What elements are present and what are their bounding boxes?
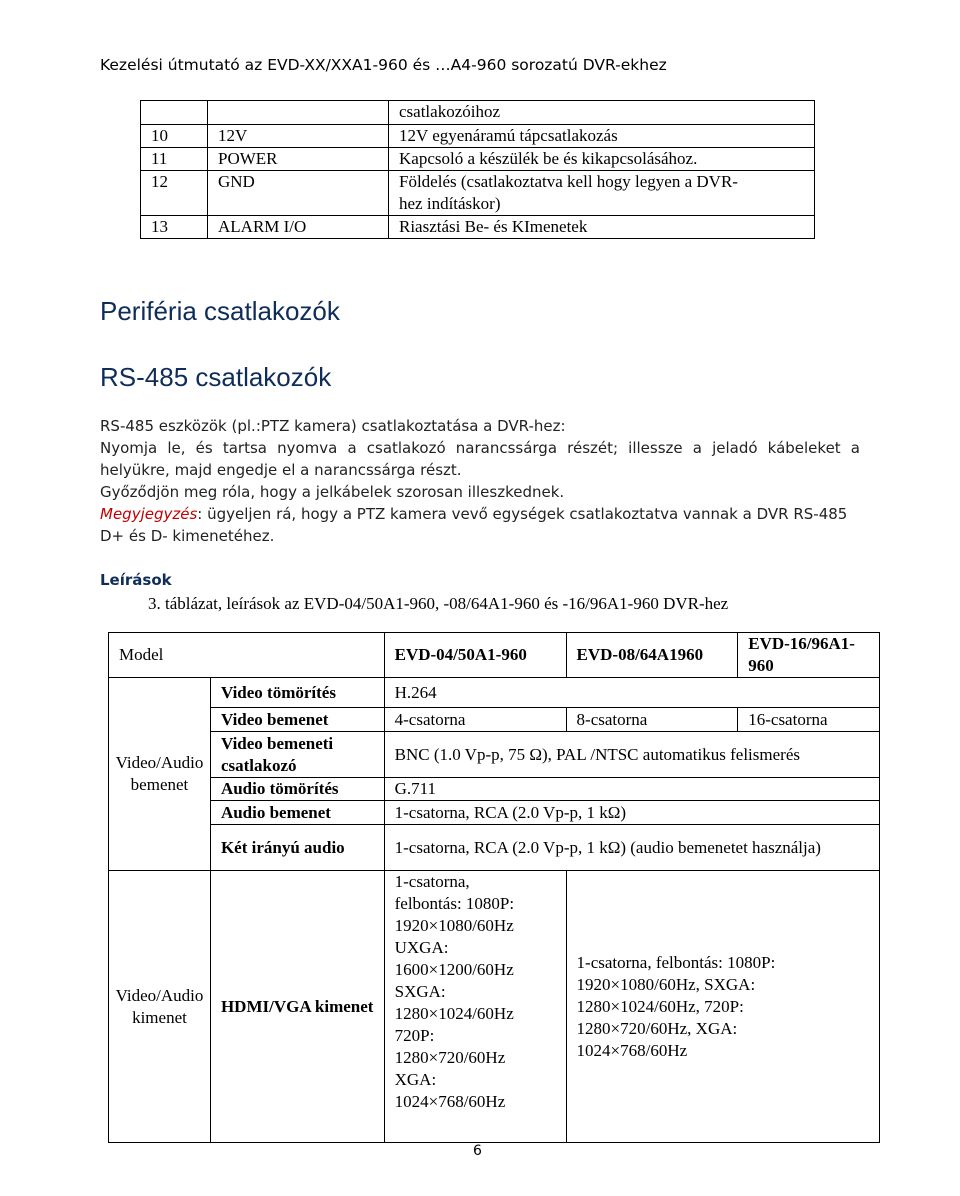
table-row (109, 801, 880, 825)
table-row (109, 678, 880, 708)
rs485-step2: Győződjön meg róla, hogy a jelkábelek szorosan illeszkednek. (100, 483, 565, 501)
row-desc: Földelés (csatlakoztatva kell hogy legyen a DVR-hez indításkor) (389, 171, 815, 216)
video-input-value-3: 16-csatorna (738, 708, 880, 732)
row-number: 10 (141, 125, 208, 148)
page-number: 6 (473, 1143, 482, 1159)
row-desc: Riasztási Be- és KImenetek (389, 216, 815, 239)
note-text: : ügyeljen rá, hogy a PTZ kamera vevő egységek csatlakoztatva vannak a DVR RS-485 D+ és D- kimenetéhez. (100, 505, 848, 545)
group-av-input: Video/Audio bemenet (109, 678, 211, 871)
row-number (141, 101, 208, 125)
table-row (141, 125, 815, 148)
video-input-connector-label: Video bemeneti csatlakozó (210, 732, 384, 778)
row-name: GND (208, 171, 389, 216)
model-col-3: EVD-16/96A1-960 (738, 633, 880, 678)
leirasok-title: Leírások (100, 571, 172, 589)
connector-table (140, 100, 815, 239)
table-row (109, 732, 880, 778)
rs485-step1: Nyomja le, és tartsa nyomva a csatlakozó narancssárga részét; illessze a jeladó kábeleket a helyükre, majd engedje el a narancssárga részt. (100, 439, 860, 479)
table-row (109, 633, 880, 678)
video-input-connector-value: BNC (1.0 Vp-p, 75 Ω), PAL /NTSC automatikus felismerés (384, 732, 879, 778)
video-input-label: Video bemenet (210, 708, 384, 732)
two-way-audio-label: Két irányú audio (210, 825, 384, 871)
table-caption: 3. táblázat, leírások az EVD-04/50A1-960, -08/64A1-960 és -16/96A1-960 DVR-hez (148, 594, 729, 613)
audio-compression-value: G.711 (384, 778, 879, 801)
video-input-value-1: 4-csatorna (384, 708, 566, 732)
rs485-note (100, 503, 860, 547)
table-row (109, 825, 880, 871)
table-row (109, 871, 880, 1143)
row-name (208, 101, 389, 125)
hdmi-vga-value-8-16ch: 1-csatorna, felbontás: 1080P: 1920×1080/60Hz, SXGA: 1280×1024/60Hz, 720P: 1280×720/60Hz, XGA: 1024×768/60Hz (566, 871, 879, 1143)
table-row (141, 101, 815, 125)
model-col-1: EVD-04/50A1-960 (384, 633, 566, 678)
hdmi-vga-value-4ch: 1-csatorna, felbontás: 1080P: 1920×1080/60Hz UXGA: 1600×1200/60Hz SXGA: 1280×1024/60Hz 720P: 1280×720/60Hz XGA: 1024×768/60Hz (384, 871, 566, 1143)
row-name: POWER (208, 148, 389, 171)
two-way-audio-value: 1-csatorna, RCA (2.0 Vp-p, 1 kΩ) (audio bemenetet használja) (384, 825, 879, 871)
model-label: Model (109, 633, 385, 678)
row-desc: Kapcsoló a készülék be és kikapcsolásához. (389, 148, 815, 171)
table-row (141, 148, 815, 171)
table-row (141, 171, 815, 216)
section-heading-periferia: Periféria csatlakozók (100, 296, 340, 326)
page-header: Kezelési útmutató az EVD-XX/XXA1-960 és …A4-960 sorozatú DVR-ekhez (100, 56, 667, 74)
table-row (141, 216, 815, 239)
table-row (109, 708, 880, 732)
note-label: Megyjegyzés (100, 505, 198, 523)
row-desc: 12V egyenáramú tápcsatlakozás (389, 125, 815, 148)
video-input-value-2: 8-csatorna (566, 708, 738, 732)
spec-table (108, 632, 880, 1143)
section-heading-rs485: RS-485 csatlakozók (100, 362, 332, 392)
row-name: ALARM I/O (208, 216, 389, 239)
hdmi-vga-label: HDMI/VGA kimenet (210, 871, 384, 1143)
row-number: 12 (141, 171, 208, 216)
audio-input-value: 1-csatorna, RCA (2.0 Vp-p, 1 kΩ) (384, 801, 879, 825)
video-compression-value: H.264 (384, 678, 879, 708)
video-compression-label: Video tömörítés (210, 678, 384, 708)
rs485-intro: RS-485 eszközök (pl.:PTZ kamera) csatlakoztatása a DVR-hez: (100, 417, 566, 435)
audio-input-label: Audio bemenet (210, 801, 384, 825)
audio-compression-label: Audio tömörítés (210, 778, 384, 801)
row-number: 11 (141, 148, 208, 171)
model-col-2: EVD-08/64A1960 (566, 633, 738, 678)
group-av-output: Video/Audio kimenet (109, 871, 211, 1143)
row-name: 12V (208, 125, 389, 148)
row-desc: csatlakozóihoz (389, 101, 815, 125)
table-row (109, 778, 880, 801)
row-number: 13 (141, 216, 208, 239)
